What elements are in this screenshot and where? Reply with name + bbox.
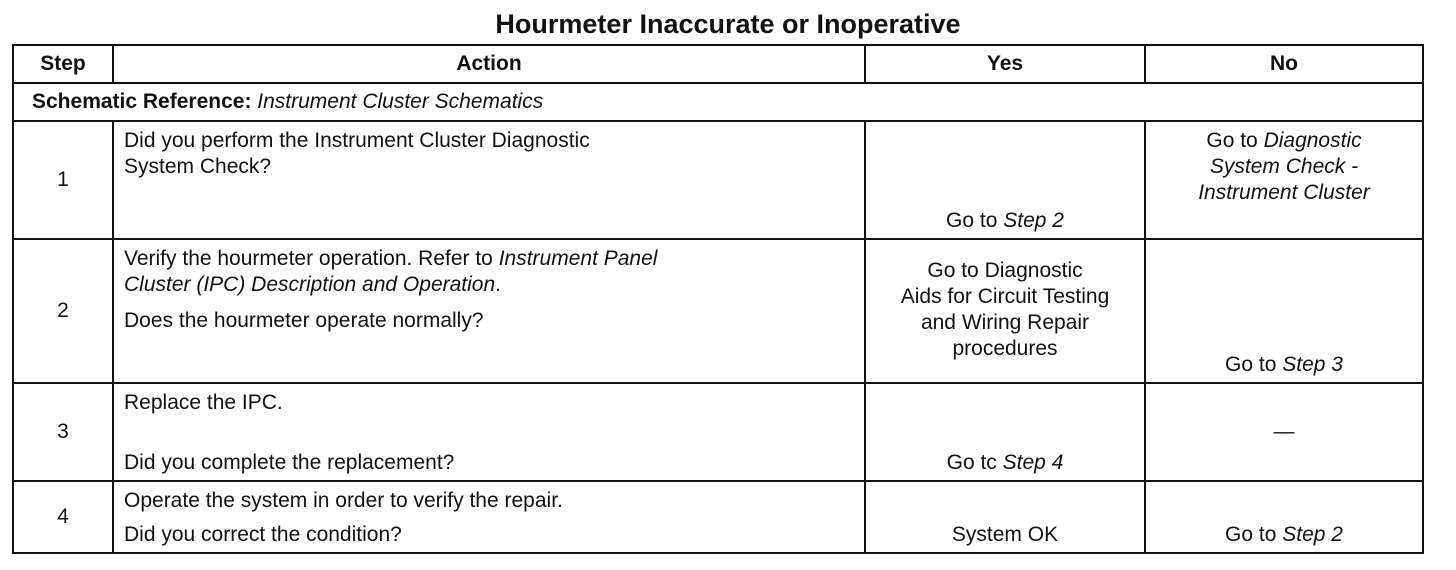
step-number: 4 bbox=[13, 481, 113, 553]
header-action: Action bbox=[113, 45, 865, 83]
table-row bbox=[13, 481, 1423, 553]
table-row bbox=[13, 239, 1423, 383]
action-question: Does the hourmeter operate normally? bbox=[124, 309, 484, 332]
action-text: Replace the IPC. bbox=[124, 391, 283, 414]
diagnostic-table bbox=[12, 44, 1424, 554]
table-row bbox=[13, 383, 1423, 481]
step-link: Step 3 bbox=[1282, 353, 1343, 376]
action-text: Cluster (IPC) Description and Operation. bbox=[124, 273, 501, 296]
yes-cell bbox=[865, 239, 1145, 383]
yes-cell bbox=[865, 121, 1145, 239]
yes-cell bbox=[865, 383, 1145, 481]
step-link: Step 2 bbox=[1003, 209, 1064, 232]
action-cell bbox=[113, 481, 865, 553]
action-text: Verify the hourmeter operation. Refer to Instrument Panel bbox=[124, 247, 658, 270]
yes-text: Go tc Step 4 bbox=[946, 451, 1064, 474]
action-question: Did you complete the replacement? bbox=[124, 451, 455, 474]
step-number: 3 bbox=[13, 383, 113, 481]
schematic-reference bbox=[13, 83, 1423, 121]
yes-text: System OK bbox=[951, 523, 1059, 546]
reference-label: Schematic Reference: bbox=[32, 90, 252, 113]
step-link: Step 2 bbox=[1282, 523, 1343, 546]
schematic-reference-row bbox=[13, 83, 1423, 121]
no-text: Go to Step 3 bbox=[1225, 353, 1343, 376]
header-row bbox=[13, 45, 1423, 83]
yes-text: Go to Diagnostic Aids for Circuit Testing and Wiring Repair procedures bbox=[900, 259, 1110, 360]
action-question: Did you correct the condition? bbox=[124, 523, 402, 546]
no-cell bbox=[1145, 239, 1423, 383]
header-yes: Yes bbox=[865, 45, 1145, 83]
no-cell bbox=[1145, 383, 1423, 481]
page-title: Hourmeter Inaccurate or Inoperative bbox=[495, 9, 961, 39]
action-text: Did you perform the Instrument Cluster Diagnostic bbox=[124, 129, 590, 152]
no-text: Go to Step 2 bbox=[1225, 523, 1343, 546]
header-no: No bbox=[1145, 45, 1423, 83]
action-cell bbox=[113, 239, 865, 383]
step-number: 1 bbox=[13, 121, 113, 239]
header-step: Step bbox=[13, 45, 113, 83]
reference-value: Instrument Cluster Schematics bbox=[257, 90, 544, 113]
step-link: Step 4 bbox=[1002, 451, 1064, 474]
yes-text: Go to Step 2 bbox=[946, 209, 1064, 232]
no-text: Go to Diagnostic System Check - Instrument Cluster bbox=[1198, 129, 1370, 204]
no-text: — bbox=[1273, 420, 1295, 443]
action-text: System Check? bbox=[124, 155, 272, 178]
no-cell bbox=[1145, 481, 1423, 553]
action-cell bbox=[113, 383, 865, 481]
yes-cell bbox=[865, 481, 1145, 553]
table-row bbox=[13, 121, 1423, 239]
action-cell bbox=[113, 121, 865, 239]
step-number: 2 bbox=[13, 239, 113, 383]
action-text: Operate the system in order to verify the repair. bbox=[124, 489, 563, 512]
no-cell bbox=[1145, 121, 1423, 239]
